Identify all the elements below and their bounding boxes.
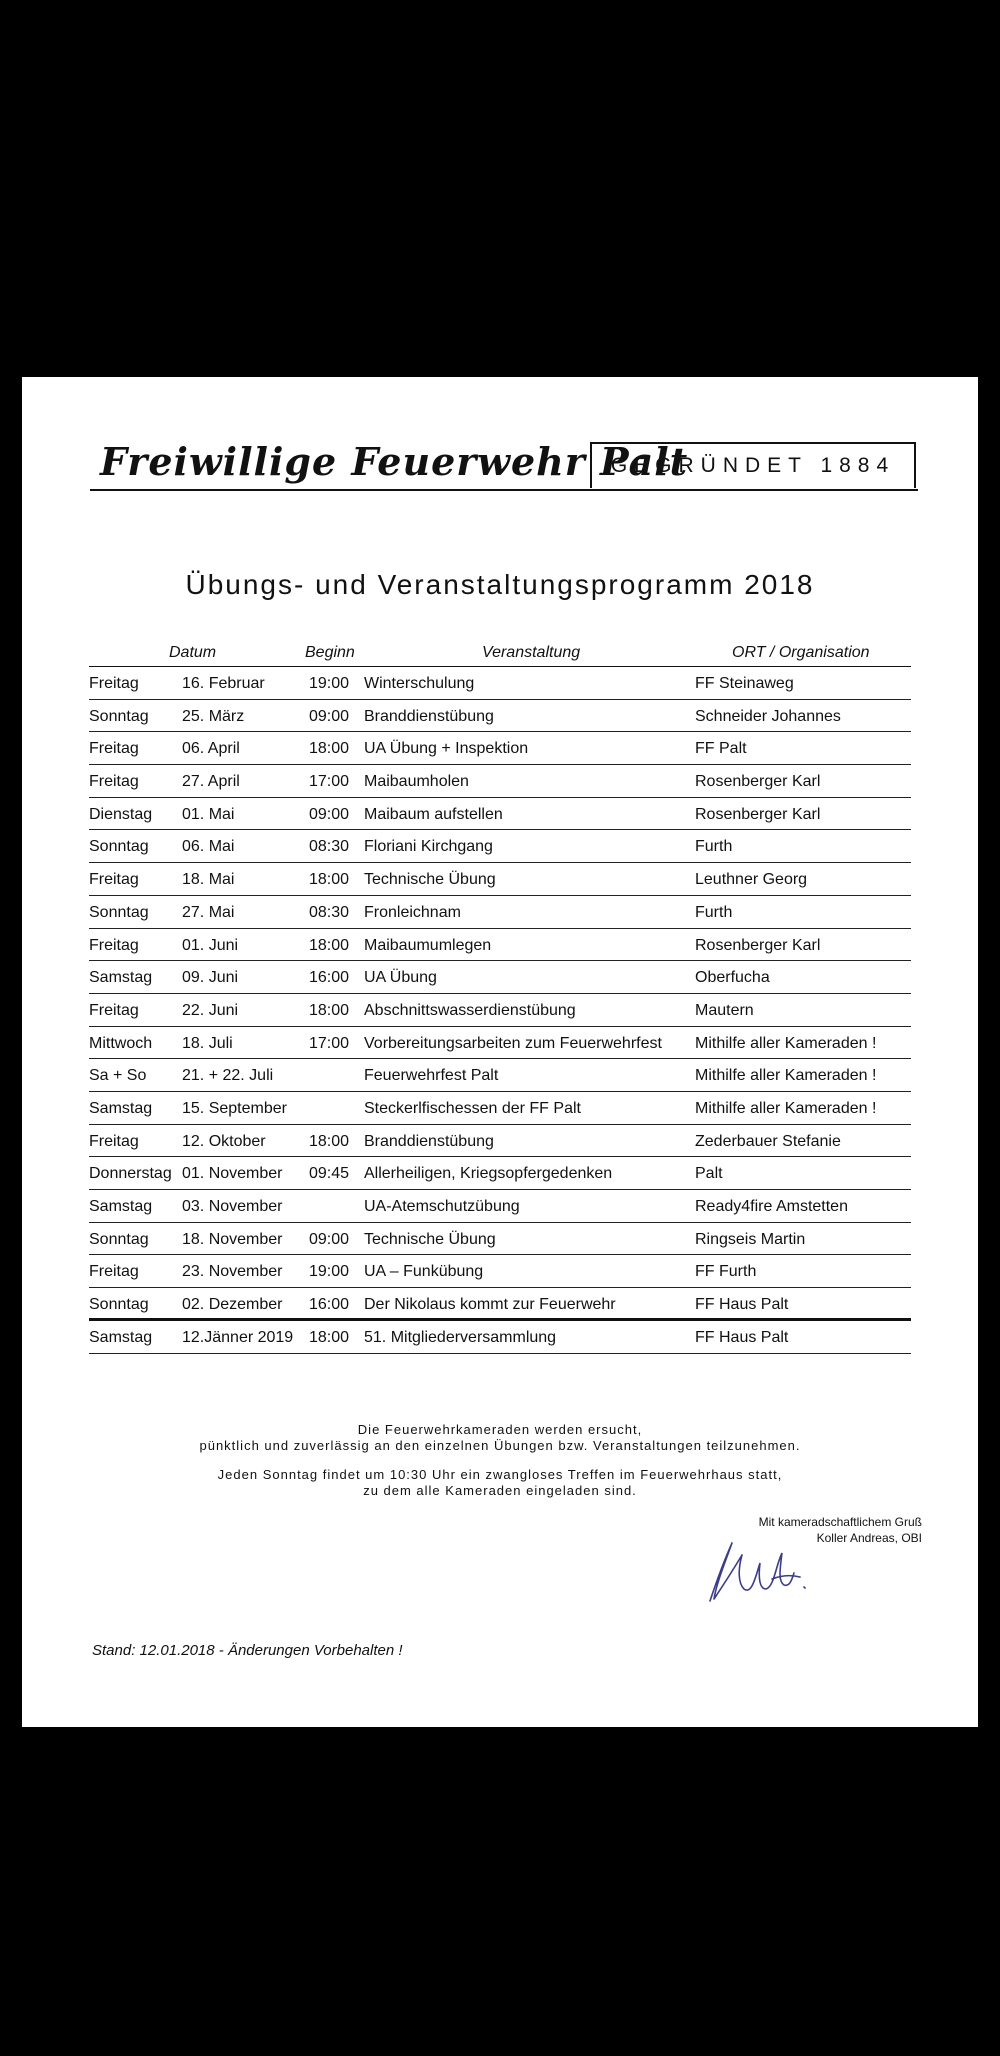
cell-event: Allerheiligen, Kriegsopfergedenken xyxy=(364,1165,613,1183)
cell-time: 08:30 xyxy=(309,903,350,921)
cell-day: Sonntag xyxy=(89,707,149,725)
status-note: Stand: 12.01.2018 - Änderungen Vorbehalten ! xyxy=(92,1642,403,1659)
cell-time: 09:00 xyxy=(309,805,350,823)
table-row xyxy=(89,929,911,962)
cell-event: Steckerlfischessen der FF Palt xyxy=(364,1099,581,1117)
cell-date: 06. April xyxy=(182,740,240,758)
cell-location: FF Haus Palt xyxy=(695,1328,789,1346)
letterhead xyxy=(90,439,918,491)
cell-day: Freitag xyxy=(89,871,139,889)
cell-day: Samstag xyxy=(89,1099,153,1117)
cell-time: 09:00 xyxy=(309,1230,350,1248)
cell-time: 17:00 xyxy=(309,1034,350,1052)
cell-day: Samstag xyxy=(89,1328,153,1346)
cell-date: 18. Mai xyxy=(182,871,235,889)
table-row xyxy=(89,863,911,896)
founded-box xyxy=(590,442,916,488)
cell-location: Ready4fire Amstetten xyxy=(695,1198,848,1215)
table-row xyxy=(89,1190,911,1223)
cell-event: UA Übung xyxy=(364,969,437,987)
footer-line-1: Die Feuerwehrkameraden werden ersucht, xyxy=(357,1422,643,1437)
cell-date: 01. November xyxy=(182,1165,283,1183)
table-row xyxy=(89,732,911,765)
letterhead-rule xyxy=(90,489,918,491)
cell-day: Mittwoch xyxy=(89,1034,153,1052)
cell-day: Freitag xyxy=(89,773,139,791)
cell-event: UA Übung + Inspektion xyxy=(364,740,529,758)
cell-date: 01. Juni xyxy=(182,936,239,954)
cell-location: Mithilfe aller Kameraden ! xyxy=(695,1034,877,1052)
cell-date: 16. Februar xyxy=(182,675,265,692)
organization-name: Freiwillige Feuerwehr Palt xyxy=(100,439,689,484)
cell-day: Dienstag xyxy=(89,805,153,823)
cell-date: 06. Mai xyxy=(182,838,235,856)
table-row xyxy=(89,1223,911,1256)
cell-date: 15. September xyxy=(182,1099,287,1117)
cell-location: FF Steinaweg xyxy=(695,675,794,692)
cell-day: Freitag xyxy=(89,936,139,954)
cell-day: Sonntag xyxy=(89,1296,149,1314)
column-header-event: Veranstaltung xyxy=(482,644,581,661)
cell-day: Sonntag xyxy=(89,903,149,921)
cell-time: 08:30 xyxy=(309,838,350,856)
cell-date: 12. Oktober xyxy=(182,1132,266,1150)
cell-date: 27. April xyxy=(182,773,240,791)
column-header-location: ORT / Organisation xyxy=(732,644,870,661)
cell-day: Freitag xyxy=(89,1263,139,1281)
column-header-start: Beginn xyxy=(305,644,355,661)
schedule-table xyxy=(89,667,911,1354)
cell-event: Floriani Kirchgang xyxy=(364,838,493,856)
cell-location: Furth xyxy=(695,838,733,856)
cell-location: Rosenberger Karl xyxy=(695,773,821,791)
cell-date: 25. März xyxy=(182,707,245,725)
footer-line-3: Jeden Sonntag findet um 10:30 Uhr ein zwangloses Treffen im Feuerwehrhaus statt, xyxy=(217,1467,783,1482)
cell-time: 18:00 xyxy=(309,936,350,954)
table-row xyxy=(89,1125,911,1158)
cell-location: Furth xyxy=(695,903,733,921)
cell-time: 18:00 xyxy=(309,1328,350,1346)
signature-image xyxy=(702,1535,812,1607)
document-page xyxy=(22,377,978,1727)
cell-event: Maibaumumlegen xyxy=(364,936,492,954)
table-row xyxy=(89,1027,911,1060)
cell-event: Technische Übung xyxy=(364,1230,496,1248)
cell-day: Sa + So xyxy=(89,1067,147,1085)
cell-location: FF Furth xyxy=(695,1263,757,1281)
cell-event: Vorbereitungsarbeiten zum Feuerwehrfest xyxy=(364,1034,662,1052)
cell-date: 02. Dezember xyxy=(182,1296,283,1314)
table-row xyxy=(89,667,911,700)
cell-date: 09. Juni xyxy=(182,969,239,987)
cell-day: Sonntag xyxy=(89,1230,149,1248)
cell-day: Samstag xyxy=(89,969,153,987)
document-title: Übungs- und Veranstaltungsprogramm 2018 xyxy=(185,569,815,600)
cell-location: Mithilfe aller Kameraden ! xyxy=(695,1067,877,1085)
cell-location: Mithilfe aller Kameraden ! xyxy=(695,1099,877,1117)
cell-event: Abschnittswasserdienstübung xyxy=(364,1001,576,1019)
table-row xyxy=(89,961,911,994)
cell-event: Technische Übung xyxy=(364,871,496,889)
cell-event: UA-Atemschutzübung xyxy=(364,1198,520,1215)
cell-event: Fronleichnam xyxy=(364,903,461,921)
cell-location: Zederbauer Stefanie xyxy=(695,1132,841,1150)
greeting-text: Mit kameradschaftlichem Gruß xyxy=(758,1515,922,1529)
cell-date: 23. November xyxy=(182,1263,283,1281)
cell-event: Winterschulung xyxy=(364,675,475,692)
table-row xyxy=(89,1157,911,1190)
cell-time: 18:00 xyxy=(309,1132,350,1150)
cell-location: Leuthner Georg xyxy=(695,871,808,889)
table-row xyxy=(89,700,911,733)
cell-day: Donnerstag xyxy=(89,1165,172,1183)
cell-location: Rosenberger Karl xyxy=(695,936,821,954)
cell-time: 18:00 xyxy=(309,1001,350,1019)
cell-location: FF Palt xyxy=(695,740,747,758)
table-row xyxy=(89,1321,911,1354)
founded-label: GEGRÜNDET 1884 xyxy=(610,454,896,477)
cell-event: Maibaumholen xyxy=(364,773,469,791)
table-row xyxy=(89,896,911,929)
cell-day: Samstag xyxy=(89,1198,153,1215)
table-row xyxy=(89,1288,911,1321)
cell-date: 03. November xyxy=(182,1198,283,1215)
cell-time: 18:00 xyxy=(309,740,350,758)
cell-date: 22. Juni xyxy=(182,1001,239,1019)
cell-location: Oberfucha xyxy=(695,969,770,987)
cell-day: Sonntag xyxy=(89,838,149,856)
table-row xyxy=(89,994,911,1027)
cell-time: 17:00 xyxy=(309,773,350,791)
cell-location: Rosenberger Karl xyxy=(695,805,821,823)
cell-event: Feuerwehrfest Palt xyxy=(364,1067,499,1085)
table-row xyxy=(89,830,911,863)
cell-time: 16:00 xyxy=(309,969,350,987)
cell-date: 18. November xyxy=(182,1230,283,1248)
cell-time: 09:00 xyxy=(309,707,350,725)
table-row xyxy=(89,798,911,831)
cell-time: 09:45 xyxy=(309,1165,350,1183)
cell-time: 16:00 xyxy=(309,1296,350,1314)
cell-location: FF Haus Palt xyxy=(695,1296,789,1314)
cell-date: 12.Jänner 2019 xyxy=(182,1328,294,1346)
cell-time: 19:00 xyxy=(309,675,350,692)
cell-day: Freitag xyxy=(89,1132,139,1150)
table-row xyxy=(89,1092,911,1125)
cell-date: 01. Mai xyxy=(182,805,235,823)
cell-date: 18. Juli xyxy=(182,1034,233,1052)
cell-time: 18:00 xyxy=(309,871,350,889)
cell-day: Freitag xyxy=(89,740,139,758)
cell-date: 27. Mai xyxy=(182,903,235,921)
cell-day: Freitag xyxy=(89,1001,139,1019)
cell-day: Freitag xyxy=(89,675,139,692)
cell-event: Branddienstübung xyxy=(364,707,494,725)
footer-line-4: zu dem alle Kameraden eingeladen sind. xyxy=(363,1483,637,1498)
column-header-date: Datum xyxy=(169,644,217,661)
cell-event: 51. Mitgliederversammlung xyxy=(364,1328,557,1346)
cell-time: 19:00 xyxy=(309,1263,350,1281)
cell-location: Schneider Johannes xyxy=(695,707,841,725)
cell-location: Ringseis Martin xyxy=(695,1230,806,1248)
cell-event: Branddienstübung xyxy=(364,1132,494,1150)
footer-line-2: pünktlich und zuverlässig an den einzelnen Übungen bzw. Veranstaltungen teilzunehmen. xyxy=(199,1438,801,1453)
table-row xyxy=(89,1255,911,1288)
table-row xyxy=(89,765,911,798)
cell-location: Palt xyxy=(695,1165,723,1183)
cell-event: Der Nikolaus kommt zur Feuerwehr xyxy=(364,1296,616,1314)
table-row xyxy=(89,1059,911,1092)
cell-event: UA – Funkübung xyxy=(364,1263,484,1281)
signer-name: Koller Andreas, OBI xyxy=(816,1531,922,1545)
cell-location: Mautern xyxy=(695,1001,754,1019)
cell-event: Maibaum aufstellen xyxy=(364,805,503,823)
cell-date: 21. + 22. Juli xyxy=(182,1067,274,1085)
